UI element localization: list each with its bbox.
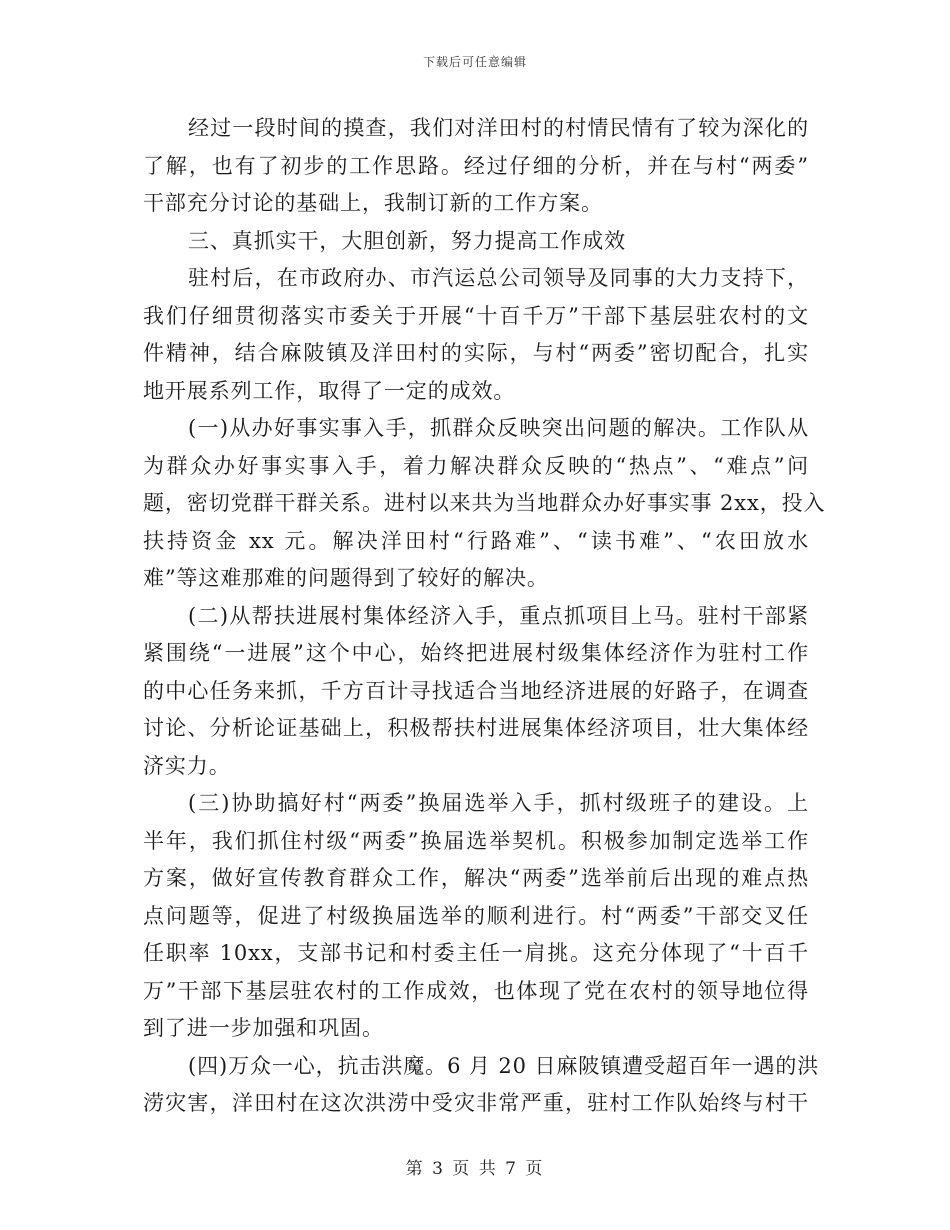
text-line: 的中心任务来抓，千方百计寻找适合当地经济进展的好路子，在调查 (143, 678, 809, 703)
text-line: (三)协助搞好村“两委”换届选举入手，抓村级班子的建设。上 (188, 791, 809, 815)
text-line: 难”等这难那难的问题得到了较好的解决。 (143, 566, 549, 590)
text-line: 为群众办好事实事入手，着力解决群众反映的“热点”、“难点”问 (143, 453, 809, 478)
text-line: (四)万众一心，抗击洪魔。6 月 20 日麻陂镇遭受超百年一遇的洪 (188, 1053, 820, 1078)
text-line: 到了进一步加强和巩固。 (143, 1016, 384, 1040)
text-line: 任职率 10xx，支部书记和村委主任一肩挑。这充分体现了“十百千 (143, 941, 809, 965)
text-line: 了解，也有了初步的工作思路。经过仔细的分析，并在与村“两委” (143, 153, 809, 178)
document-body (143, 110, 826, 1123)
page-number: 第 3 页 共 7 页 (405, 1159, 545, 1179)
page-header: 下载后可任意编辑 (422, 55, 527, 69)
text-line: 济实力。 (143, 753, 231, 778)
text-line: 方案，做好宣传教育群众工作，解决“两委”选举前后出现的难点热 (143, 866, 809, 890)
text-line: 扶持资金 xx 元。解决洋田村“行路难”、“读书难”、“农田放水 (143, 528, 809, 553)
text-line: 干部充分讨论的基础上，我制订新的工作方案。 (143, 191, 603, 215)
text-line: 紧围绕“一进展”这个中心，始终把进展村级集体经济作为驻村工作 (143, 641, 809, 665)
text-line: 半年，我们抓住村级“两委”换届选举契机。积极参加制定选举工作 (143, 828, 809, 853)
text-line: 经过一段时间的摸查，我们对洋田村的村情民情有了较为深化的 (188, 116, 809, 140)
section-heading: 三、真抓实干，大胆创新，努力提高工作成效 (188, 228, 626, 253)
text-line: 涝灾害，洋田村在这次洪涝中受灾非常严重，驻村工作队始终与村干 (143, 1091, 809, 1115)
text-line: 点问题等，促进了村级换届选举的顺利进行。村“两委”干部交叉任 (143, 903, 809, 928)
text-line: (二)从帮扶进展村集体经济入手，重点抓项目上马。驻村干部紧 (188, 603, 809, 628)
text-line: 讨论、分析论证基础上，积极帮扶村进展集体经济项目，壮大集体经 (143, 716, 809, 740)
text-line: 驻村后，在市政府办、市汽运总公司领导及同事的大力支持下， (188, 266, 809, 290)
text-line: 件精神，结合麻陂镇及洋田村的实际，与村“两委”密切配合，扎实 (143, 341, 809, 365)
text-line: 万”干部下基层驻农村的工作成效，也体现了党在农村的领导地位得 (143, 978, 809, 1003)
text-line: 地开展系列工作，取得了一定的成效。 (143, 378, 516, 403)
text-line: 我们仔细贯彻落实市委关于开展“十百千万”干部下基层驻农村的文 (143, 303, 809, 328)
text-line: (一)从办好事实事入手，抓群众反映突出问题的解决。工作队从 (188, 416, 809, 440)
text-line: 题，密切党群干群关系。进村以来共为当地群众办好事实事 2xx，投入 (143, 491, 826, 515)
